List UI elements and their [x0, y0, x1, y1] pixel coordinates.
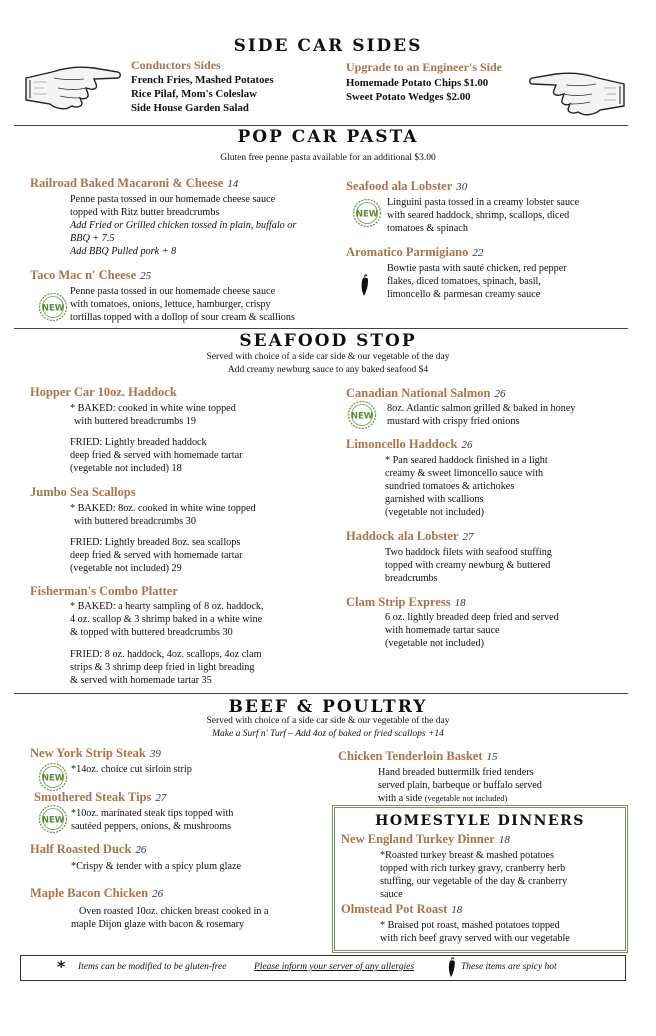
menu-item-description: 8oz. Atlantic salmon grilled & baked in honey mustard with crispy fried onions — [387, 403, 576, 427]
conductors-line: French Fries, Mashed Potatoes — [131, 74, 274, 86]
menu-item-description: Penne pasta tossed in our homemade cheese sauce topped with Ritz butter breadcrumbs Add Fried or Grilled chicken tossed in plain, buffalo or BBQ + 7.5 Add BBQ Pulled pork + 8 — [70, 194, 297, 257]
menu-item-description: * Pan seared haddock finished in a light creamy & sweet limoncello sauce with sundried tomatoes & artichokes garnished with scallions (vegetable not included) — [385, 455, 548, 518]
menu-item-name: Seafood ala Lobster 30 — [346, 179, 468, 193]
pasta-note: Gluten free penne pasta available for an additional $3.00 — [220, 153, 436, 163]
menu-item-name: New England Turkey Dinner 18 — [341, 832, 510, 846]
menu-item-name: Haddock ala Lobster 27 — [346, 529, 474, 543]
new-badge-icon — [38, 762, 68, 792]
beef-title: BEEF & POULTRY — [228, 697, 428, 717]
conductors-sides — [131, 58, 274, 115]
seafood-title: SEAFOOD STOP — [239, 331, 417, 351]
seafood-note: Add creamy newburg sauce to any baked seafood $4 — [227, 365, 429, 375]
section-divider — [14, 693, 628, 694]
menu-item-description: *14oz. choice cut sirloin strip — [71, 764, 192, 775]
menu-item-description: Oven roasted 10oz. chicken breast cooked in a maple Dijon glaze with bacon & rosemary — [71, 906, 269, 930]
pointing-hand-right-icon — [24, 58, 122, 116]
menu-item-name: Half Roasted Duck 26 — [30, 842, 147, 856]
conductors-line: Side House Garden Salad — [131, 102, 249, 114]
menu-item-name: Fisherman's Combo Platter — [30, 584, 178, 598]
menu-item-description: FRIED: Lightly breaded 8oz. sea scallops deep fried & served with homemade tartar (vegetable not included) 29 — [70, 537, 243, 574]
menu-item-name: Maple Bacon Chicken 26 — [30, 886, 164, 900]
menu-item-description: *Crispy & tender with a spicy plum glaze — [71, 861, 242, 872]
menu-item-name: Hopper Car 10oz. Haddock — [30, 385, 177, 399]
beef-note: Make a Surf n' Turf – Add 4oz of baked or fried scallops +14 — [212, 729, 444, 739]
menu-item-name: New York Strip Steak 39 — [30, 746, 161, 760]
menu-item-name: Olmstead Pot Roast 18 — [341, 902, 463, 916]
pasta-title: POP CAR PASTA — [237, 127, 419, 147]
menu-item-description: FRIED: 8 oz. haddock, 4oz. scallops, 4oz clam strips & 3 shrimp deep fried in light breading & served with homemade tartar 35 — [70, 649, 262, 686]
spicy-pepper-icon — [445, 957, 459, 979]
menu-item-name: Smothered Steak Tips 27 — [34, 790, 167, 804]
footer-legend — [20, 955, 626, 981]
menu-item-description: *Roasted turkey breast & mashed potatoes topped with rich turkey gravy, cranberry herb stuffing, our vegetable of the day & cranberry sauce — [380, 850, 568, 900]
engineer-line: Homemade Potato Chips $1.00 — [346, 77, 489, 89]
menu-item-name: Canadian National Salmon 26 — [346, 386, 506, 400]
engineer-heading: Upgrade to an Engineer's Side — [346, 60, 503, 74]
menu-item-description: Linguini pasta tossed in a creamy lobster sauce with seared haddock, shrimp, scallops, diced tomatoes & spinach — [387, 197, 580, 234]
beef-note: Served with choice of a side car side & our vegetable of the day — [206, 716, 450, 726]
conductors-heading: Conductors Sides — [131, 58, 221, 72]
conductors-line: Rice Pilaf, Mom's Coleslaw — [131, 88, 257, 100]
new-badge-icon — [352, 198, 382, 228]
menu-item-description: Penne pasta tossed in our homemade cheese sauce with tomatoes, onions, lettuce, hamburger, crispy tortillas topped with a dollop of sour cream & scallions — [70, 286, 295, 323]
seafood-note: Served with choice of a side car side & our vegetable of the day — [206, 352, 450, 362]
menu-item-name: Limoncello Haddock 26 — [346, 437, 473, 451]
menu-item-name: Aromatico Parmigiano 22 — [346, 245, 484, 259]
gluten-free-note: Items can be modified to be gluten-free — [78, 962, 227, 972]
allergy-note: Please inform your server of any allergies — [254, 962, 415, 972]
menu-item-description: * BAKED: 8oz. cooked in white wine topped with buttered breadcrumbs 30 — [70, 503, 256, 527]
section-divider — [14, 328, 628, 329]
section-divider — [14, 125, 628, 126]
new-badge-icon — [347, 400, 377, 430]
homestyle-dinners-box — [332, 805, 628, 953]
menu-item-description: 6 oz. lightly breaded deep fried and served with homemade tartar sauce (vegetable not included) — [385, 612, 559, 649]
new-badge-icon — [38, 292, 68, 322]
menu-item-description: Hand breaded buttermilk fried tenders served plain, barbeque or buffalo served with a side (vegetable not included) — [378, 767, 542, 804]
spicy-pepper-icon — [358, 274, 372, 298]
engineer-sides — [346, 60, 502, 104]
homestyle-title: HOMESTYLE DINNERS — [375, 813, 585, 829]
side-car-title: SIDE CAR SIDES — [233, 36, 423, 56]
menu-item-description: *10oz. marinated steak tips topped with sautéed peppers, onions, & mushrooms — [71, 808, 234, 832]
menu-item-description: * BAKED: cooked in white wine topped with buttered breadcrumbs 19 — [70, 403, 236, 427]
spicy-note: These items are spicy hot — [461, 962, 557, 972]
engineer-line: Sweet Potato Wedges $2.00 — [346, 91, 471, 103]
asterisk-symbol: * — [57, 957, 66, 976]
menu-item-description: * Braised pot roast, mashed potatoes topped with rich beef gravy served with our vegetable — [380, 920, 570, 944]
menu-item-description: FRIED: Lightly breaded haddock deep fried & served with homemade tartar (vegetable not included) 18 — [70, 437, 243, 474]
menu-item-description: Bowtie pasta with sauté chicken, red pepper flakes, diced tomatoes, spinach, basil, limoncello & parmesan creamy sauce — [387, 263, 567, 300]
menu-item-description: * BAKED: a hearty sampling of 8 oz. haddock, 4 oz. scallop & 3 shrimp baked in a white wine & topped with buttered breadcrumbs 30 — [70, 601, 264, 638]
new-badge-icon — [38, 804, 68, 834]
menu-item-name: Jumbo Sea Scallops — [30, 485, 136, 499]
menu-item-description: Two haddock filets with seafood stuffing topped with creamy newburg & buttered breadcrumbs — [385, 547, 552, 584]
menu-item-name: Chicken Tenderloin Basket 15 — [338, 749, 498, 763]
pointing-hand-left-icon — [528, 66, 626, 120]
menu-item-name: Railroad Baked Macaroni & Cheese 14 — [30, 176, 239, 190]
menu-item-name: Taco Mac n' Cheese 25 — [30, 268, 152, 282]
menu-item-name: Clam Strip Express 18 — [346, 595, 466, 609]
